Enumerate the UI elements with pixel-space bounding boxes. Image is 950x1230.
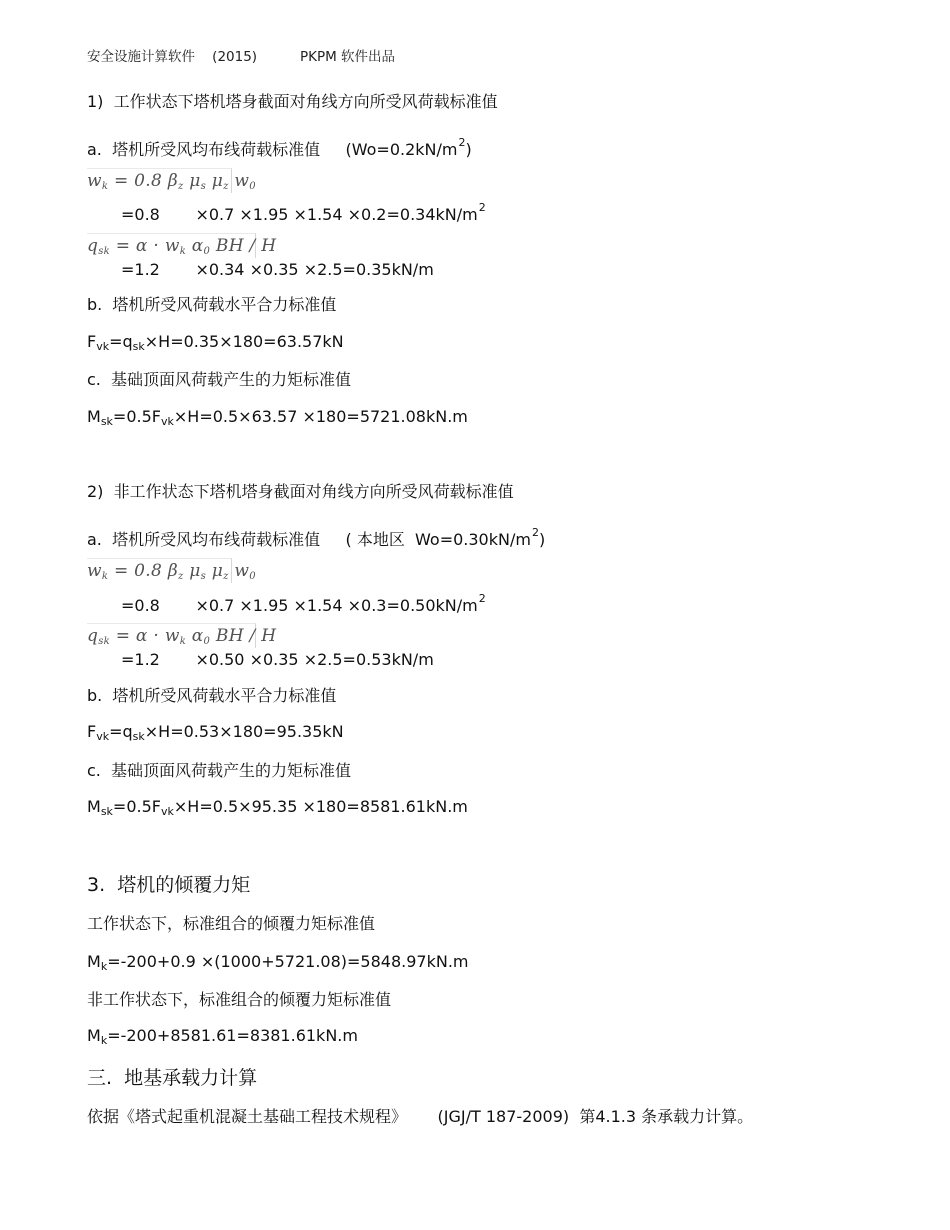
s1-b-label: b. 塔机所受风荷载水平合力标准值 bbox=[87, 295, 337, 314]
s3-work-label: 工作状态下，标准组合的倾覆力矩标准值 bbox=[87, 914, 376, 933]
page-header bbox=[87, 47, 395, 67]
s1-qsk-formula-image: $q_{sk} = \alpha \cdot w_k$ $\alpha_0$ BH / H bbox=[87, 233, 256, 258]
s3-nonwork-label: 非工作状态下，标准组合的倾覆力矩标准值 bbox=[87, 990, 392, 1009]
s1-c-label: c. 基础顶面风荷载产生的力矩标准值 bbox=[87, 370, 352, 389]
s2-a-line: a. 塔机所受风均布线荷载标准值 ( 本地区 $Wo=0.30kN/m^2$) bbox=[87, 526, 546, 549]
header-year: (2015) bbox=[212, 49, 258, 65]
s2-qsk-calc: =1.2 ×0.50 ×0.35 ×2.5=0.53kN/m bbox=[121, 650, 434, 669]
s4-title: 三. 地基承载力计算 bbox=[87, 1067, 258, 1089]
s1-wk-calc: =0.8 $\times 0.7 \times 1.95 \times 1.54 \times 0.2=0.34kN/m^2$ bbox=[121, 201, 486, 224]
s2-c-label: c. 基础顶面风荷载产生的力矩标准值 bbox=[87, 761, 352, 780]
s2-msk-line: $M_{sk}=0.5F_{vk}\times H=0.5\times 95.35 \times 180=8581.61kN.m$ bbox=[87, 797, 468, 818]
header-software: 安全设施计算软件 bbox=[87, 49, 195, 65]
s3-mk-work-line: $M_k=-200+0.9 \times(1000+5721.08)=5848.97kN.m$ bbox=[87, 952, 469, 973]
s3-title: 3. 塔机的倾覆力矩 bbox=[87, 874, 251, 896]
s1-a-label: a. 塔机所受风均布线荷载标准值 bbox=[87, 140, 321, 159]
header-publisher: PKPM 软件出品 bbox=[299, 49, 396, 65]
s4-basis-line: 依据《塔式起重机混凝土基础工程技术规程》 (JGJ/T 187-2009) 第4.1.3 条承载力计算。 bbox=[87, 1107, 754, 1126]
s1-a-line: a. 塔机所受风均布线荷载标准值 $(Wo=0.2kN/m^2)$ bbox=[87, 136, 472, 159]
s3-mk-nonwork-line: $M_k=-200+8581.61=8381.61kN.m$ bbox=[87, 1026, 358, 1047]
s2-qsk-formula-image: $q_{sk} = \alpha \cdot w_k$ $\alpha_0$ BH / H bbox=[87, 623, 256, 648]
s2-fvk-line: $F_{vk}=q_{sk}\times H=0.53\times 180=95.35kN$ bbox=[87, 722, 344, 743]
s2-wk-formula-image: $w_k = 0.8$ $\beta_z$ $\mu_s$ $\mu_z$ $w_0$ bbox=[87, 558, 232, 583]
s1-title: 1) 工作状态下塔机塔身截面对角线方向所受风荷载标准值 bbox=[87, 92, 498, 111]
s2-wk-calc: =0.8 $\times 0.7 \times 1.95 \times 1.54 \times 0.3=0.50kN/m^2$ bbox=[121, 592, 486, 615]
s1-wk-formula-image: $w_k = 0.8$ $\beta_z$ $\mu_s$ $\mu_z$ $w_0$ bbox=[87, 168, 232, 193]
s2-title: 2) 非工作状态下塔机塔身截面对角线方向所受风荷载标准值 bbox=[87, 482, 514, 501]
s2-b-label: b. 塔机所受风荷载水平合力标准值 bbox=[87, 686, 337, 705]
s1-qsk-calc: =1.2 ×0.34 ×0.35 ×2.5=0.35kN/m bbox=[121, 260, 434, 279]
s1-msk-line: $M_{sk}=0.5F_{vk}\times H=0.5\times 63.57 \times 180=5721.08kN.m$ bbox=[87, 407, 468, 428]
s1-fvk-line: $F_{vk}=q_{sk}\times H=0.35\times 180=63.57kN$ bbox=[87, 332, 344, 353]
s2-a-label: a. 塔机所受风均布线荷载标准值 bbox=[87, 530, 321, 549]
